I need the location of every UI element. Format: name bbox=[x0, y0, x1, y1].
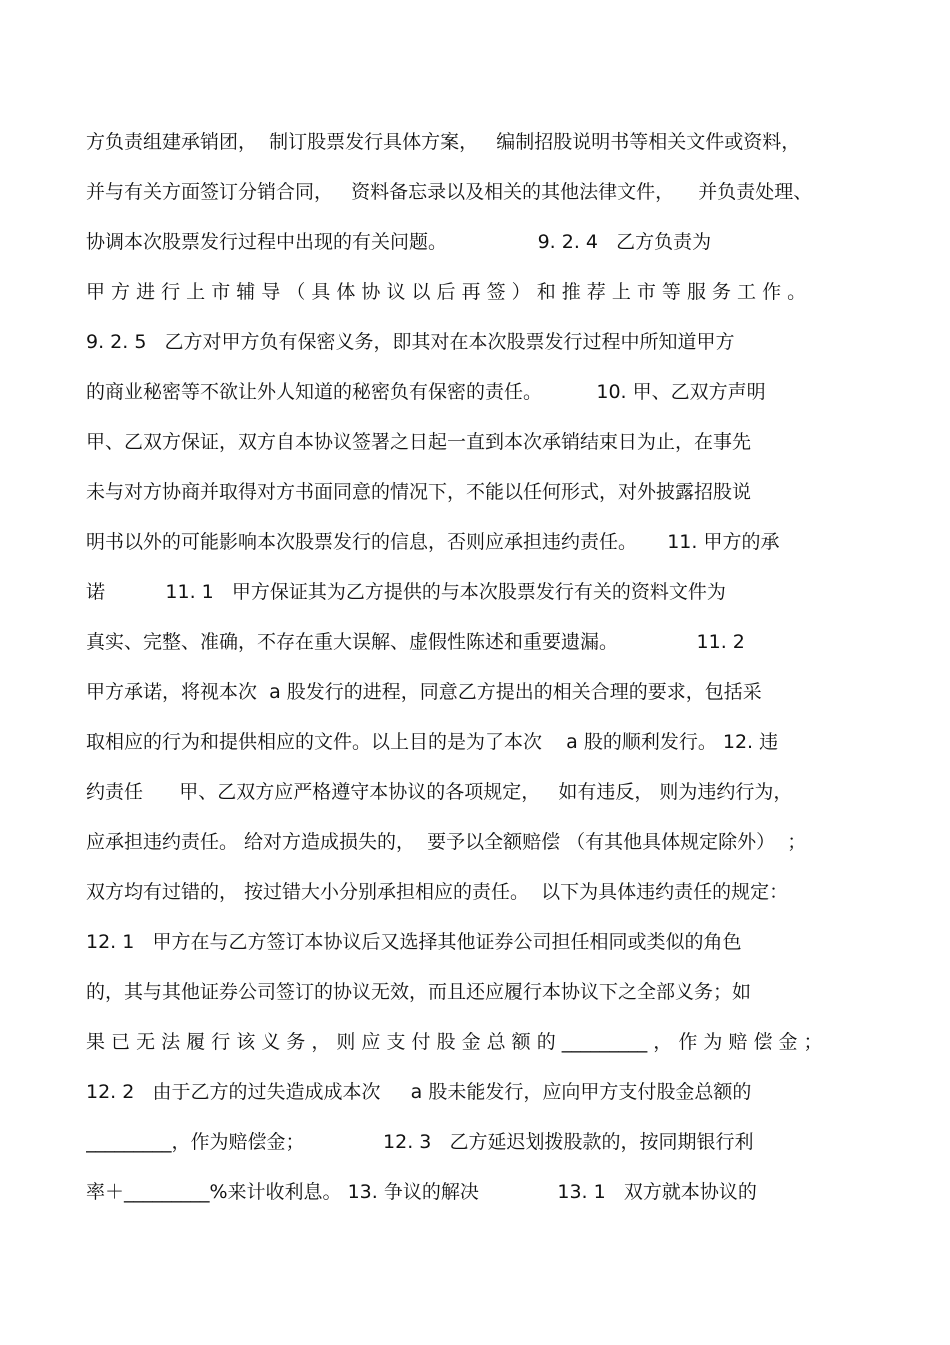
text-line: 方负责组建承销团， 制订股票发行具体方案， 编制招股说明书等相关文件或资料， bbox=[86, 131, 801, 153]
text-line: 甲 方 进 行 上 市 辅 导 （ 具 体 协 议 以 后 再 签 ） 和 推 荐 上 市 等 服 务 工 作 。 bbox=[86, 281, 807, 303]
text-line: 12. 1 甲方在与乙方签订本协议后又选择其他证券公司担任相同或类似的角色 bbox=[86, 931, 742, 953]
text-line: 双方均有过错的， 按过错大小分别承担相应的责任。 以下为具体违约责任的规定： bbox=[86, 881, 789, 903]
text-line: 的，其与其他证券公司签订的协议无效，而且还应履行本协议下之全部义务；如 bbox=[86, 981, 752, 1003]
text-line: 诺 11. 1 甲方保证其为乙方提供的与本次股票发行有关的资料文件为 bbox=[86, 581, 726, 603]
text-line: 甲方承诺，将视本次 a 股发行的进程，同意乙方提出的相关合理的要求，包括采 bbox=[86, 681, 762, 703]
text-line: 甲、乙双方保证，双方自本协议签署之日起一直到本次承销结束日为止，在事先 bbox=[86, 431, 752, 453]
text-line: 9. 2. 5 乙方对甲方负有保密义务，即其对在本次股票发行过程中所知道甲方 bbox=[86, 331, 735, 353]
text-line: 协调本次股票发行过程中出现的有关问题。 9. 2. 4 乙方负责为 bbox=[86, 231, 712, 253]
text-line: 果 已 无 法 履 行 该 义 务 ， 则 应 支 付 股 金 总 额 的 _________ ， 作 为 赔 偿 金 ； bbox=[86, 1031, 823, 1053]
text-line: 并与有关方面签订分销合同， 资料备忘录以及相关的其他法律文件， 并负责处理、 bbox=[86, 181, 813, 203]
text-line: 12. 2 由于乙方的过失造成成本次 a 股未能发行，应向甲方支付股金总额的 bbox=[86, 1081, 752, 1103]
text-line: _________，作为赔偿金； 12. 3 乙方延迟划拨股款的，按同期银行利 bbox=[86, 1131, 754, 1153]
text-line: 约责任 甲、乙双方应严格遵守本协议的各项规定， 如有违反， 则为违约行为， bbox=[86, 781, 793, 803]
text-line: 应承担违约责任。 给对方造成损失的， 要予以全额赔偿 （有其他具体规定除外） ； bbox=[86, 831, 807, 853]
text-line: 率＋_________%来计收利息。 13. 争议的解决 13. 1 双方就本协议的 bbox=[86, 1181, 757, 1203]
text-line: 真实、完整、准确，不存在重大误解、虚假性陈述和重要遗漏。 11. 2 bbox=[86, 631, 745, 653]
text-line: 取相应的行为和提供相应的文件。以上目的是为了本次 a 股的顺利发行。 12. 违 bbox=[86, 731, 779, 753]
text-line: 的商业秘密等不欲让外人知道的秘密负有保密的责任。 10. 甲、乙双方声明 bbox=[86, 381, 766, 403]
text-line: 明书以外的可能影响本次股票发行的信息，否则应承担违约责任。 11. 甲方的承 bbox=[86, 531, 780, 553]
text-line: 未与对方协商并取得对方书面同意的情况下，不能以任何形式，对外披露招股说 bbox=[86, 481, 752, 503]
